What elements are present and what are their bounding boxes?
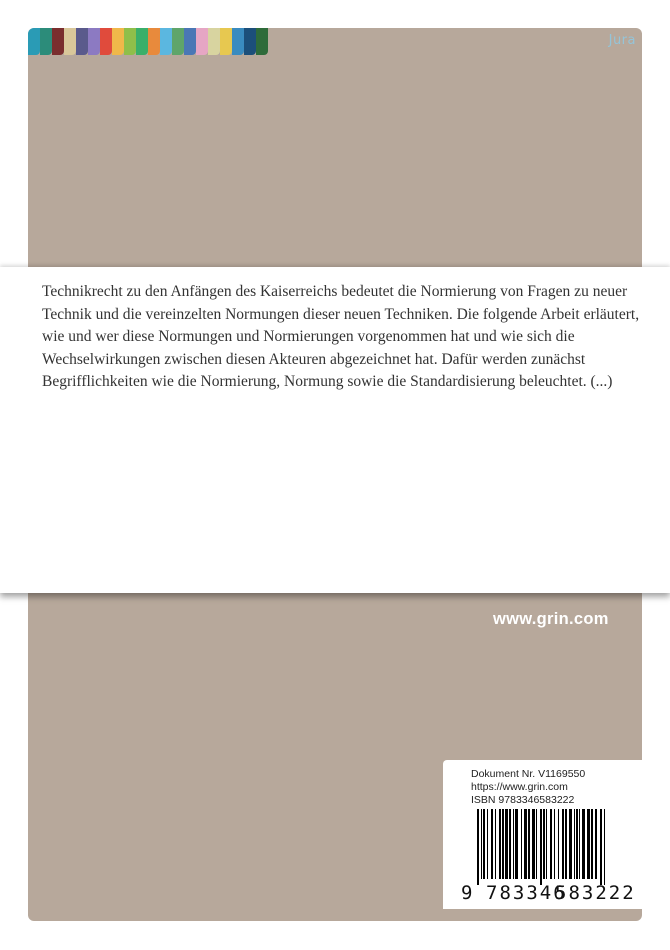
isbn: ISBN 9783346583222	[471, 794, 575, 806]
color-tab	[100, 28, 112, 55]
color-tab	[28, 28, 40, 55]
color-tab	[148, 28, 160, 55]
color-tab	[88, 28, 100, 55]
document-url: https://www.grin.com	[471, 781, 568, 793]
color-tab	[160, 28, 172, 55]
color-tab	[208, 28, 220, 55]
color-tab	[76, 28, 88, 55]
color-tab	[256, 28, 268, 55]
document-number: Dokument Nr. V1169550	[471, 768, 586, 780]
category-label: Jura	[608, 33, 636, 48]
barcode-label	[443, 760, 642, 909]
color-tab	[220, 28, 232, 55]
color-tab	[136, 28, 148, 55]
color-tab	[52, 28, 64, 55]
barcode-digit-group-1: 783346	[486, 882, 567, 904]
barcode-digit-first: 9	[461, 882, 473, 904]
abstract-text: Technikrecht zu den Anfängen des Kaiserreichs bedeutet die Normierung von Fragen zu neuer Technik und die vereinzelten Normungen dieser neuen Techniken. Die folgende Arbeit erläutert, wie und wer diese Normungen und Normierungen vorgenommen hat und wie sich die Wechselwirkungen zwischen diesen Akteuren abgezeichnet hat. Dafür werden zunächst Begrifflichkeiten wie die Normierung, Normung sowie die Standardisierung beleuchtet. (...)	[42, 283, 640, 390]
barcode-digit-group-2: 583222	[555, 882, 636, 904]
color-tab	[172, 28, 184, 55]
color-tab	[196, 28, 208, 55]
website-label: www.grin.com	[493, 610, 609, 628]
color-tab	[112, 28, 124, 55]
color-tab	[64, 28, 76, 55]
color-tab	[232, 28, 244, 55]
color-tab	[40, 28, 52, 55]
barcode-icon	[477, 809, 607, 885]
abstract-band	[0, 267, 670, 593]
color-tab	[244, 28, 256, 55]
color-tab	[124, 28, 136, 55]
document-meta	[471, 768, 585, 807]
color-tabs	[28, 28, 268, 55]
color-tab	[184, 28, 196, 55]
